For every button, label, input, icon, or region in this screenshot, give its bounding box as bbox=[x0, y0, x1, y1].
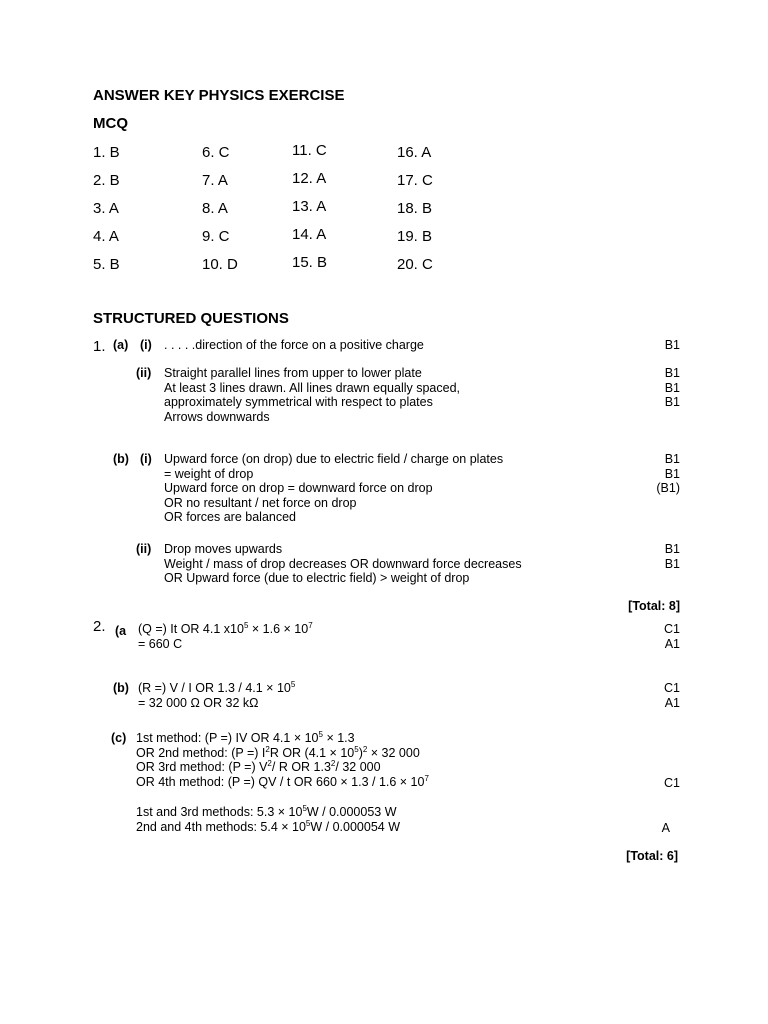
part-tag: (a) bbox=[113, 338, 129, 352]
mcq-answer: 10. D bbox=[202, 256, 238, 273]
total-marks: [Total: 8] bbox=[628, 599, 680, 613]
answer-block bbox=[164, 452, 503, 525]
answer-line: Upward force on drop = downward force on drop bbox=[164, 481, 433, 495]
mcq-answer: 16. A bbox=[397, 144, 432, 161]
answer-line: Drop moves upwards bbox=[164, 542, 283, 556]
answer-line: 1st and 3rd methods: $5.3 \times 10^5W / 0.000053$ W bbox=[136, 804, 397, 819]
mark: A1 bbox=[664, 636, 680, 651]
mark-column bbox=[620, 622, 680, 651]
answer-line: = 660 C bbox=[138, 636, 183, 651]
mcq-answer: 5. B bbox=[93, 256, 120, 273]
answer-block bbox=[138, 622, 313, 651]
part-tag: (b) bbox=[113, 681, 129, 695]
subpart-tag: (i) bbox=[140, 452, 152, 466]
mark: B1 bbox=[664, 556, 680, 571]
part-tag: (a bbox=[115, 624, 127, 638]
mark: B1 bbox=[664, 380, 680, 395]
mark-column bbox=[620, 366, 680, 410]
subpart-tag: (ii) bbox=[136, 542, 152, 556]
answer-block bbox=[164, 366, 460, 424]
mcq-answer: 9. C bbox=[202, 228, 230, 245]
answer-block bbox=[136, 731, 429, 789]
question-number: 2. bbox=[93, 618, 106, 635]
mark-column bbox=[620, 681, 680, 710]
answer-line: (R =) V / I OR $1.3 / 4.1 \times 10^5$ bbox=[138, 680, 296, 695]
mark: A1 bbox=[664, 695, 680, 710]
mcq-answer: 3. A bbox=[93, 200, 119, 217]
answer-line: = weight of drop bbox=[164, 466, 254, 481]
part-tag: (c) bbox=[111, 731, 127, 745]
mark: B1 bbox=[664, 366, 680, 380]
answer-line: Upward force (on drop) due to electric field / charge on plates bbox=[164, 452, 504, 466]
answer-block bbox=[136, 805, 400, 834]
answer-line: OR 4th method: (P =) QV / t OR $660 \times 1.3 / 1.6 \times 10^7$ bbox=[136, 773, 429, 789]
mark-column bbox=[620, 452, 680, 496]
answer-line: 2nd and 4th methods: $5.4 \times 10^5W / 0.000054$ W bbox=[136, 818, 400, 834]
answer-line: Weight / mass of drop decreases OR downward force decreases bbox=[164, 556, 522, 571]
mcq-answer: 12. A bbox=[292, 170, 327, 187]
subpart-tag: (i) bbox=[140, 338, 152, 352]
answer-line: Arrows downwards bbox=[164, 409, 270, 424]
mark: A bbox=[661, 821, 670, 835]
mark: C1 bbox=[664, 681, 680, 695]
question-number: 1. bbox=[93, 338, 106, 355]
answer-line: Straight parallel lines from upper to lower plate bbox=[164, 366, 422, 380]
mcq-answer: 15. B bbox=[292, 254, 328, 271]
answer-line: OR no resultant / net force on drop bbox=[164, 495, 357, 510]
mcq-column-1 bbox=[93, 144, 120, 284]
mcq-answer: 20. C bbox=[397, 256, 433, 273]
answer-line: At least 3 lines drawn. All lines drawn equally spaced, bbox=[164, 380, 460, 395]
mark: B1 bbox=[664, 542, 680, 556]
mark: B1 bbox=[664, 466, 680, 481]
mcq-answer: 2. B bbox=[93, 172, 120, 189]
mcq-answer: 14. A bbox=[292, 226, 327, 243]
mark: (B1) bbox=[656, 481, 680, 495]
mcq-answer: 4. A bbox=[93, 228, 119, 245]
mcq-column-4 bbox=[397, 144, 433, 284]
mcq-heading: MCQ bbox=[93, 115, 128, 132]
page-title: ANSWER KEY PHYSICS EXERCISE bbox=[93, 87, 345, 104]
answer-line: OR Upward force (due to electric field) > weight of drop bbox=[164, 571, 470, 585]
answer-line: (Q =) It OR 4.1 $x10^5 \times 1.6 \times 10^7$ bbox=[138, 621, 313, 636]
mark: B1 bbox=[664, 452, 680, 466]
mcq-answer: 18. B bbox=[397, 200, 433, 217]
answer-line: 1st method: (P =) IV OR $4.1 \times 10^5 \times 1.3$ bbox=[136, 730, 355, 745]
mark-column bbox=[620, 542, 680, 571]
answer-line: = 32 000 Ω OR 32 kΩ bbox=[138, 695, 259, 710]
mcq-answer: 11. C bbox=[292, 142, 327, 159]
mark: B1 bbox=[664, 395, 680, 409]
answer-block bbox=[164, 542, 522, 586]
answer-text: . . . . .direction of the force on a positive charge bbox=[164, 338, 424, 352]
mcq-answer: 6. C bbox=[202, 144, 230, 161]
part-tag: (b) bbox=[113, 452, 129, 466]
answer-line: OR forces are balanced bbox=[164, 510, 297, 524]
total-marks: [Total: 6] bbox=[626, 849, 678, 863]
mark: C1 bbox=[664, 776, 680, 790]
answer-line: OR 3rd method: (P =) $V^2/$ R OR $1.3^2/$ 32 000 bbox=[136, 759, 381, 774]
mark: B1 bbox=[664, 338, 680, 352]
mcq-answer: 7. A bbox=[202, 172, 228, 189]
answer-block bbox=[138, 681, 295, 710]
mcq-answer: 17. C bbox=[397, 172, 433, 189]
mcq-answer: 1. B bbox=[93, 144, 120, 161]
structured-heading: STRUCTURED QUESTIONS bbox=[93, 310, 289, 327]
mcq-column-3 bbox=[292, 142, 327, 282]
answer-line: approximately symmetrical with respect to plates bbox=[164, 395, 433, 409]
mcq-answer: 19. B bbox=[397, 228, 433, 245]
mark: C1 bbox=[664, 622, 680, 636]
subpart-tag: (ii) bbox=[136, 366, 152, 380]
mcq-column-2 bbox=[202, 144, 238, 284]
answer-line: OR 2nd method: (P =) $I^2R$ OR $(4.1 \times 10^5)^2 \times 32$ 000 bbox=[136, 744, 420, 760]
mcq-answer: 13. A bbox=[292, 198, 327, 215]
mcq-answer: 8. A bbox=[202, 200, 228, 217]
